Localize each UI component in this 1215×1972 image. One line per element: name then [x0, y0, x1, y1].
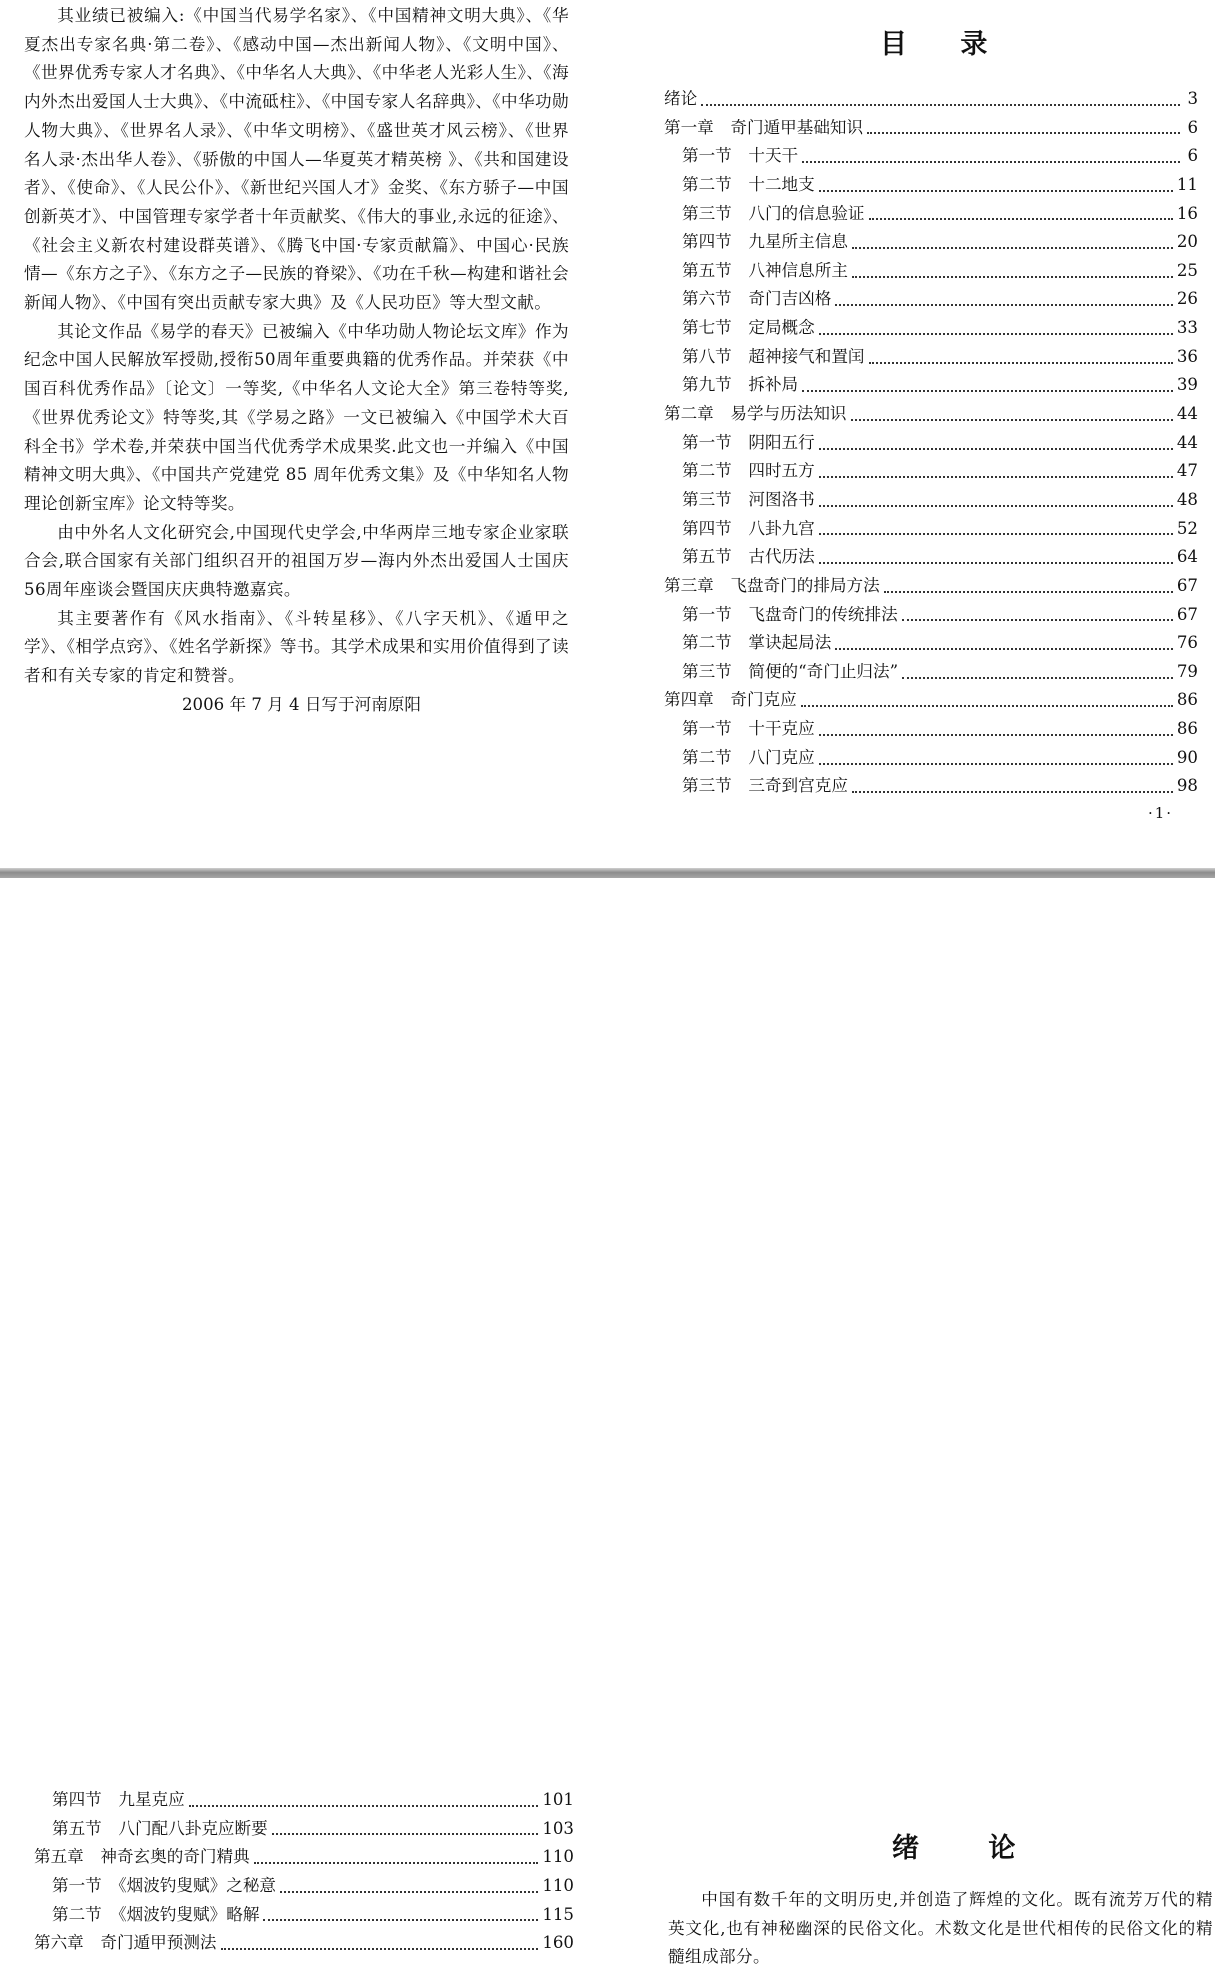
- toc-leader-dots: [221, 1947, 539, 1950]
- toc-entry-page-number: 160: [542, 1933, 574, 1953]
- biography-paragraph: 其论文作品《易学的春天》已被编入《中华功勋人物论坛文库》作为纪念中国人民解放军授勋,授衔50周年重要典籍的优秀作品。并荣获《中国百科优秀作品》〔论文〕一等奖,《中华名人文论大全》第三卷特等奖,《世界优秀论文》特等奖,其《学易之路》一文已被编入《中国学术大百科全书》学术卷,并荣获中国当代优秀学术成果奖.此文也一并编入《中国精神文明大典》、《中国共产党建党 85 周年优秀文集》及《中华知名人物理论创新宝库》论文特等奖。: [24, 321, 569, 513]
- toc-entry-page-number: 6: [1187, 146, 1198, 166]
- toc-entry-label: 第二节 《烟波钓叟赋》略解: [52, 1904, 260, 1924]
- document-page-bottom: [0, 878, 1215, 1966]
- biography-column: [24, 2, 569, 720]
- toc-entry-page-number: 103: [542, 1818, 574, 1838]
- toc-leader-dots: [189, 1804, 539, 1807]
- toc-entry-page-number: 48: [1176, 489, 1198, 509]
- toc-entry-page-number: 44: [1176, 432, 1198, 452]
- toc-entry-label: 第一节 飞盘奇门的传统排法: [682, 604, 898, 624]
- toc-section-entry: [664, 285, 1198, 314]
- toc-entry-page-number: 76: [1176, 633, 1198, 653]
- toc-section-entry: [664, 200, 1198, 229]
- biography-paragraph: 其主要著作有《风水指南》、《斗转星移》、《八字天机》、《遁甲之学》、《相学点窍》、《姓名学新探》等书。其学术成果和实用价值得到了读者和有关专家的肯定和赞誉。: [24, 608, 569, 686]
- toc-leader-dots: [902, 676, 1173, 679]
- toc-entry-page-number: 44: [1176, 404, 1198, 424]
- toc-entry-label: 第一节 阴阳五行: [682, 432, 815, 452]
- toc-chapter-entry: [664, 85, 1198, 114]
- toc-entry-label: 第七节 定局概念: [682, 318, 815, 338]
- table-of-contents: [664, 85, 1198, 801]
- toc-entry-label: 第五章 神奇玄奥的奇门精典: [34, 1847, 250, 1867]
- toc-leader-dots: [884, 590, 1173, 593]
- toc-entry-label: 绪论: [664, 89, 698, 108]
- toc-entry-page-number: 115: [542, 1904, 574, 1924]
- toc-leader-dots: [835, 647, 1173, 650]
- toc-chapter-entry: [664, 572, 1198, 601]
- toc-entry-page-number: 26: [1176, 289, 1198, 309]
- toc-leader-dots: [802, 160, 1180, 163]
- toc-entry-page-number: 86: [1176, 690, 1198, 710]
- toc-section-entry: [664, 515, 1198, 544]
- toc-leader-dots: [835, 303, 1173, 306]
- toc-entry-label: 第六章 奇门遁甲预测法: [34, 1933, 217, 1953]
- toc-entry-page-number: 3: [1187, 89, 1198, 108]
- toc-entry-label: 第五节 古代历法: [682, 547, 815, 567]
- toc-leader-dots: [819, 733, 1173, 736]
- toc-section-entry: [664, 171, 1198, 200]
- toc-entry-label: 第四章 奇门克应: [664, 690, 797, 710]
- toc-entry-label: 第二节 四时五方: [682, 461, 815, 481]
- toc-leader-dots: [802, 389, 1173, 392]
- toc-entry-label: 第四节 九星所主信息: [682, 232, 848, 252]
- toc-section-entry: [34, 1901, 574, 1930]
- toc-entry-page-number: 110: [542, 1875, 574, 1895]
- toc-entry-page-number: 47: [1176, 461, 1198, 481]
- toc-entry-page-number: 36: [1176, 346, 1198, 366]
- intro-title: 绪 论: [892, 1833, 1046, 1864]
- toc-title: 目 录: [880, 29, 1010, 60]
- toc-section-entry: [664, 715, 1198, 744]
- page-separator: [0, 868, 1215, 878]
- toc-entry-label: 第九节 拆补局: [682, 375, 799, 395]
- toc-leader-dots: [819, 332, 1173, 335]
- toc-entry-label: 第二节 掌诀起局法: [682, 633, 832, 653]
- toc-entry-label: 第一节 十干克应: [682, 719, 815, 739]
- toc-entry-page-number: 79: [1176, 661, 1198, 681]
- toc-section-entry: [664, 744, 1198, 773]
- signature-date-line: 2006 年 7 月 4 日写于河南原阳: [181, 694, 422, 714]
- toc-entry-page-number: 6: [1187, 117, 1198, 137]
- toc-leader-dots: [254, 1861, 539, 1864]
- toc-leader-dots: [819, 561, 1173, 564]
- table-of-contents-continued: [34, 1786, 574, 1958]
- toc-entry-page-number: 101: [542, 1790, 574, 1809]
- toc-section-entry: [664, 543, 1198, 572]
- toc-section-entry: [664, 429, 1198, 458]
- toc-section-entry: [664, 601, 1198, 630]
- toc-leader-dots: [902, 618, 1173, 621]
- toc-entry-page-number: 52: [1176, 518, 1198, 538]
- toc-entry-page-number: 98: [1176, 776, 1198, 796]
- toc-leader-dots: [851, 418, 1173, 421]
- toc-entry-label: 第五节 八神信息所主: [682, 260, 848, 280]
- toc-entry-label: 第三章 飞盘奇门的排局方法: [664, 575, 880, 595]
- toc-entry-page-number: 39: [1176, 375, 1198, 395]
- toc-entry-label: 第五节 八门配八卦克应断要: [52, 1818, 268, 1838]
- toc-section-entry: [664, 343, 1198, 372]
- toc-leader-dots: [869, 217, 1173, 220]
- toc-entry-label: 第三节 八门的信息验证: [682, 203, 865, 223]
- toc-leader-dots: [819, 447, 1173, 450]
- toc-entry-page-number: 33: [1176, 318, 1198, 338]
- toc-entry-label: 第四节 九星克应: [52, 1790, 185, 1809]
- toc-leader-dots: [852, 246, 1173, 249]
- toc-section-entry: [664, 629, 1198, 658]
- toc-entry-label: 第一节 十天干: [682, 146, 799, 166]
- toc-leader-dots: [280, 1890, 538, 1893]
- toc-section-entry: [34, 1872, 574, 1901]
- toc-leader-dots: [819, 762, 1173, 765]
- toc-section-entry: [664, 486, 1198, 515]
- toc-section-entry: [664, 371, 1198, 400]
- toc-entry-label: 第二章 易学与历法知识: [664, 404, 847, 424]
- toc-leader-dots: [852, 790, 1173, 793]
- toc-section-entry: [664, 658, 1198, 687]
- toc-leader-dots: [867, 131, 1180, 134]
- toc-leader-dots: [852, 275, 1173, 278]
- toc-section-entry: [664, 257, 1198, 286]
- biography-paragraph: 其业绩已被编入:《中国当代易学名家》、《中国精神文明大典》、《华夏杰出专家名典·第二卷》、《感动中国—杰出新闻人物》、《文明中国》、《世界优秀专家人才名典》、《中华名人大典》、《中华老人光彩人生》、《海内外杰出爱国人士大典》、《中流砥柱》、《中国专家人名辞典》、《中华功勋人物大典》、《世界名人录》、《中华文明榜》、《盛世英才风云榜》、《世界名人录·杰出华人卷》、《骄傲的中国人—华夏英才精英榜 》、《共和国建设者》、《使命》、《人民公仆》、《新世纪兴国人才》金奖、《东方骄子—中国创新英才》、中国管理专家学者十年贡献奖、《伟大的事业,永远的征途》、《社会主义新农村建设群英谱》、《腾飞中国·专家贡献篇》、中国心·民族情—《东方之子》、《东方之子—民族的脊梁》、《功在千秋—构建和谐社会新闻人物》、《中国有突出贡献专家大典》及《人民功臣》等大型文献。: [24, 6, 569, 313]
- toc-chapter-entry: [34, 1929, 574, 1958]
- toc-leader-dots: [819, 532, 1173, 535]
- toc-entry-page-number: 25: [1176, 260, 1198, 280]
- document-page-top: [0, 0, 1215, 868]
- toc-entry-page-number: 90: [1176, 747, 1198, 767]
- toc-entry-page-number: 86: [1176, 719, 1198, 739]
- toc-entry-label: 第三节 三奇到宫克应: [682, 776, 848, 796]
- toc-chapter-entry: [664, 686, 1198, 715]
- toc-leader-dots: [263, 1918, 538, 1921]
- toc-chapter-entry: [664, 114, 1198, 143]
- toc-leader-dots: [801, 704, 1173, 707]
- toc-leader-dots: [819, 504, 1173, 507]
- toc-leader-dots: [819, 189, 1173, 192]
- toc-entry-page-number: 67: [1176, 575, 1198, 595]
- toc-leader-dots: [701, 103, 1180, 106]
- page-number: ·1·: [1148, 804, 1174, 822]
- toc-chapter-entry: [664, 400, 1198, 429]
- toc-section-entry: [34, 1815, 574, 1844]
- toc-entry-label: 第一章 奇门遁甲基础知识: [664, 117, 864, 137]
- biography-paragraph: 由中外名人文化研究会,中国现代史学会,中华两岸三地专家企业家联合会,联合国家有关部门组织召开的祖国万岁—海内外杰出爱国人士国庆56周年座谈会暨国庆庆典特邀嘉宾。: [24, 522, 569, 600]
- toc-entry-label: 第六节 奇门吉凶格: [682, 289, 832, 309]
- toc-entry-label: 第二节 十二地支: [682, 174, 815, 194]
- toc-leader-dots: [819, 475, 1173, 478]
- toc-section-entry: [664, 142, 1198, 171]
- toc-entry-label: 第四节 八卦九宫: [682, 518, 815, 538]
- toc-entry-label: 第三节 河图洛书: [682, 489, 815, 509]
- toc-section-entry: [664, 228, 1198, 257]
- toc-entry-label: 第一节 《烟波钓叟赋》之秘意: [52, 1875, 277, 1895]
- toc-entry-page-number: 11: [1176, 174, 1198, 194]
- toc-leader-dots: [272, 1832, 539, 1835]
- toc-entry-page-number: 67: [1176, 604, 1198, 624]
- toc-section-entry: [664, 314, 1198, 343]
- toc-entry-page-number: 64: [1176, 547, 1198, 567]
- intro-paragraph: 中国有数千年的文明历史,并创造了辉煌的文化。既有流芳万代的精英文化,也有神秘幽深的民俗文化。术数文化是世代相传的民俗文化的精髓组成部分。: [668, 1890, 1213, 1966]
- toc-section-entry: [664, 772, 1198, 801]
- toc-entry-page-number: 16: [1176, 203, 1198, 223]
- toc-entry-page-number: 110: [542, 1847, 574, 1867]
- toc-leader-dots: [869, 361, 1173, 364]
- toc-section-entry: [664, 457, 1198, 486]
- toc-chapter-entry: [34, 1843, 574, 1872]
- toc-entry-label: 第三节 简便的“奇门止归法”: [682, 661, 899, 681]
- toc-section-entry: [34, 1786, 574, 1815]
- toc-entry-label: 第二节 八门克应: [682, 747, 815, 767]
- toc-entry-page-number: 20: [1176, 232, 1198, 252]
- toc-entry-label: 第八节 超神接气和置闰: [682, 346, 865, 366]
- intro-body: [668, 1886, 1213, 1972]
